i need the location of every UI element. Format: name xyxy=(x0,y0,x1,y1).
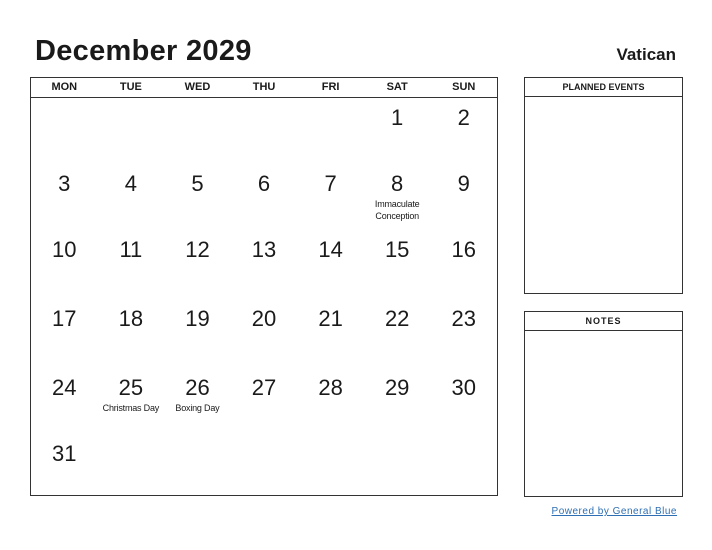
day-cell xyxy=(364,368,431,434)
day-number: 1 xyxy=(391,105,404,130)
day-number: 29 xyxy=(384,375,410,400)
page-title: December 2029 xyxy=(35,35,252,67)
planned-events-title: PLANNED EVENTS xyxy=(525,78,682,97)
day-number: 20 xyxy=(251,306,277,331)
calendar-week xyxy=(31,98,497,164)
weekday-header xyxy=(31,78,497,98)
day-number: 4 xyxy=(124,171,137,196)
day-number: 9 xyxy=(457,171,470,196)
day-number: 7 xyxy=(324,171,337,196)
day-cell xyxy=(297,299,364,368)
day-number: 14 xyxy=(318,237,343,262)
weekday-mon: MON xyxy=(51,81,78,93)
day-cell xyxy=(31,98,98,164)
planned-events-panel xyxy=(524,77,683,294)
day-number: 13 xyxy=(251,237,277,262)
day-cell xyxy=(364,230,431,299)
day-cell xyxy=(98,368,165,434)
day-number: 28 xyxy=(318,375,343,400)
day-number: 12 xyxy=(185,237,210,262)
day-cell xyxy=(31,164,98,230)
day-number: 26 xyxy=(185,375,210,400)
calendar-week xyxy=(31,434,497,497)
day-cell xyxy=(364,434,431,497)
day-number: 19 xyxy=(185,306,210,331)
weekday-tue: TUE xyxy=(119,81,142,93)
day-number: 8 xyxy=(391,171,404,196)
weekday-thu: THU xyxy=(252,81,276,93)
holiday-label: Conception xyxy=(375,211,419,221)
day-number: 22 xyxy=(384,306,410,331)
day-cell xyxy=(98,98,165,164)
notes-panel xyxy=(524,311,683,497)
day-number: 21 xyxy=(318,306,343,331)
day-cell xyxy=(364,164,431,230)
day-cell xyxy=(430,230,497,299)
day-cell xyxy=(98,230,165,299)
day-cell xyxy=(31,299,98,368)
day-number: 6 xyxy=(257,171,271,196)
day-number: 24 xyxy=(52,375,77,400)
day-number: 17 xyxy=(52,306,77,331)
day-cell xyxy=(297,98,364,164)
day-cell xyxy=(164,98,231,164)
day-cell xyxy=(430,98,497,164)
day-cell xyxy=(31,230,98,299)
notes-title: NOTES xyxy=(525,312,682,331)
calendar-grid xyxy=(30,77,498,496)
day-cell xyxy=(430,299,497,368)
day-number: 30 xyxy=(451,375,476,400)
day-cell xyxy=(164,230,231,299)
day-cell xyxy=(364,98,431,164)
day-cell xyxy=(98,434,165,497)
holiday-label: Boxing Day xyxy=(175,403,220,413)
day-number: 27 xyxy=(251,375,277,400)
holiday-label: Christmas Day xyxy=(102,403,160,413)
weekday-sun: SUN xyxy=(452,81,476,93)
day-cell xyxy=(297,434,364,497)
day-cell xyxy=(364,299,431,368)
calendar-week xyxy=(31,368,497,434)
day-cell xyxy=(297,230,364,299)
day-cell xyxy=(98,164,165,230)
day-cell xyxy=(164,299,231,368)
day-cell xyxy=(231,434,298,497)
day-number: 5 xyxy=(191,171,204,196)
day-cell xyxy=(231,164,298,230)
day-cell xyxy=(231,368,298,434)
weekday-fri: FRI xyxy=(321,81,340,93)
day-number: 2 xyxy=(457,105,470,130)
day-number: 15 xyxy=(384,237,410,262)
day-cell xyxy=(430,164,497,230)
day-cell xyxy=(31,434,98,497)
day-number: 25 xyxy=(118,375,144,400)
day-cell xyxy=(164,368,231,434)
day-cell xyxy=(164,434,231,497)
day-cell xyxy=(430,368,497,434)
weekday-sat: SAT xyxy=(386,81,408,93)
day-cell xyxy=(164,164,231,230)
day-number: 16 xyxy=(451,237,476,262)
day-number: 23 xyxy=(451,306,476,331)
powered-by-link[interactable]: Powered by General Blue xyxy=(551,506,677,517)
day-cell xyxy=(98,299,165,368)
day-cell xyxy=(231,299,298,368)
country-label: Vatican xyxy=(616,45,676,64)
day-number: 31 xyxy=(52,441,77,466)
calendar-week xyxy=(31,299,497,368)
day-number: 10 xyxy=(52,237,77,262)
day-cell xyxy=(231,98,298,164)
day-cell xyxy=(297,164,364,230)
day-cell xyxy=(297,368,364,434)
holiday-label: Immaculate xyxy=(374,199,420,209)
day-number: 18 xyxy=(118,306,144,331)
weekday-wed: WED xyxy=(184,81,211,93)
calendar-weeks xyxy=(31,98,497,497)
day-cell xyxy=(430,434,497,497)
day-number: 11 xyxy=(119,237,143,262)
day-cell xyxy=(231,230,298,299)
calendar-week xyxy=(31,230,497,299)
day-number: 3 xyxy=(58,171,71,196)
day-cell xyxy=(31,368,98,434)
calendar-week xyxy=(31,164,497,230)
